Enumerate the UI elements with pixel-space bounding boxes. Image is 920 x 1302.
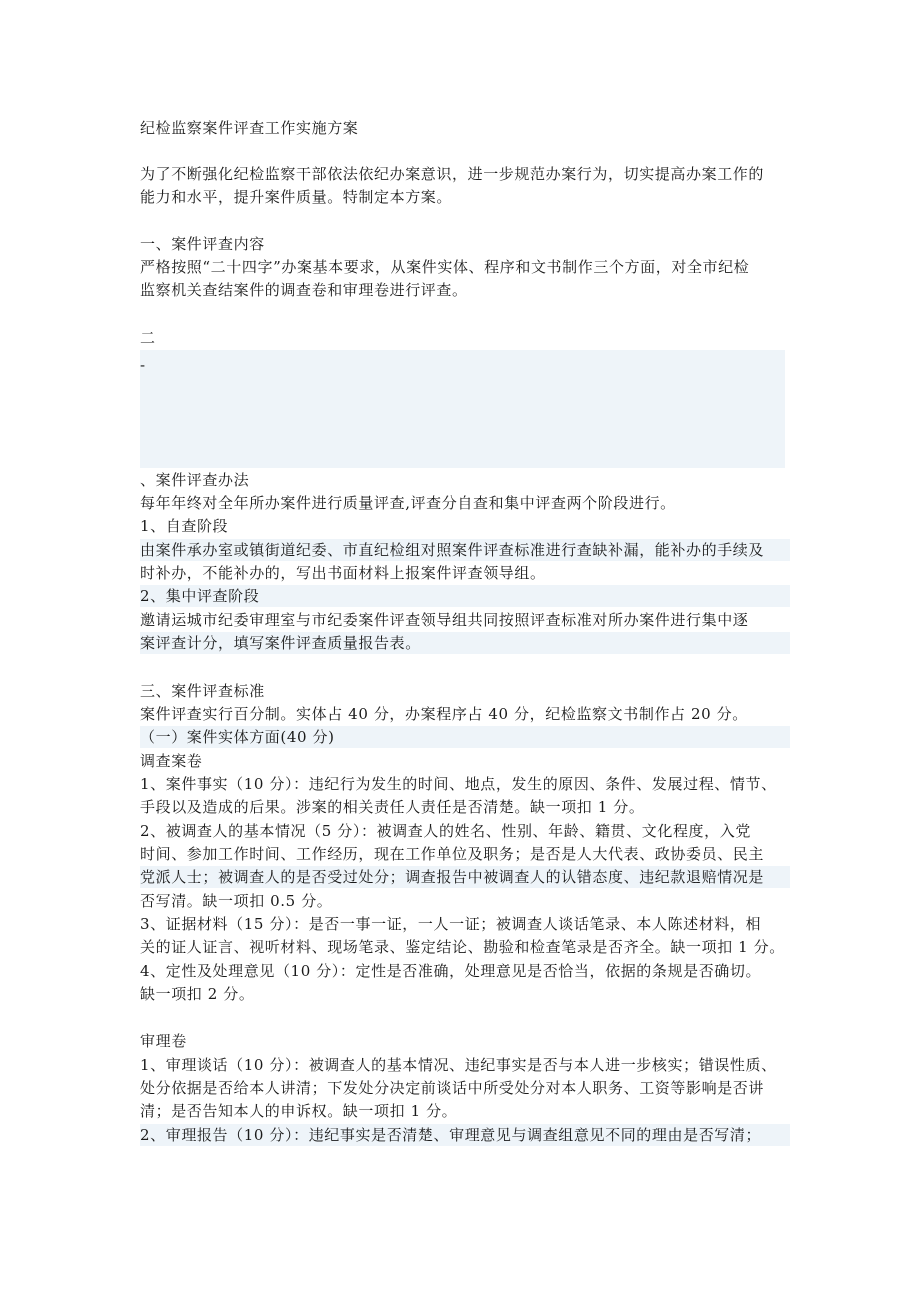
paragraph-line: 案评查计分，填写案件评查质量报告表。 (140, 632, 790, 654)
paragraph-line: 4、定性及处理意见（10 分）：定性是否准确，处理意见是否恰当，依据的条规是否确切。 (140, 962, 762, 980)
paragraph-line: 严格按照“二十四字”办案基本要求，从案件实体、程序和文书制作三个方面，对全市纪检 (140, 258, 750, 276)
paragraph-line: 时间、参加工作时间、工作经历，现在工作单位及职务；是否是人大代表、政协委员、民主 (140, 845, 765, 863)
paragraph-line: 时补办，不能补办的，写出书面材料上报案件评查领导组。 (140, 564, 546, 582)
section-heading: 三、案件评查标准 (140, 682, 265, 700)
sub-heading: 1、自查阶段 (140, 517, 229, 535)
sub-heading: （一）案件实体方面(40 分) (140, 726, 790, 748)
paragraph-line: 关的证人证言、视听材料、现场笔录、鉴定结论、勘验和检查笔录是否齐全。缺一项扣 1 分。 (140, 938, 785, 956)
heading-dash: - (140, 356, 146, 374)
paragraph-line: 3、证据材料（15 分）：是否一事一证，一人一证；被调查人谈话笔录、本人陈述材料，相 (140, 915, 762, 933)
section-heading-prefix: 二 (140, 329, 156, 347)
paragraph-line: 处分依据是否给本人讲清；下发处分决定前谈话中所受处分对本人职务、工资等影响是否讲 (140, 1079, 765, 1097)
paragraph-line: 1、审理谈话（10 分）：被调查人的基本情况、违纪事实是否与本人进一步核实；错误性质、 (140, 1056, 777, 1074)
paragraph-line: 2、被调查人的基本情况（5 分）：被调查人的姓名、性别、年龄、籍贯、文化程度，入党 (140, 822, 751, 840)
section-heading: 一、案件评查内容 (140, 235, 265, 253)
paragraph-line: 清；是否告知本人的申诉权。缺一项扣 1 分。 (140, 1102, 458, 1120)
paragraph-line: 每年年终对全年所办案件进行质量评查,评查分自查和集中评查两个阶段进行。 (140, 494, 676, 512)
section-heading: 、案件评查办法 (140, 471, 250, 489)
paragraph-line: 案件评查实行百分制。实体占 40 分，办案程序占 40 分，纪检监察文书制作占 20 分。 (140, 705, 748, 723)
sub-heading: 2、集中评查阶段 (140, 585, 790, 607)
paragraph-line: 2、审理报告（10 分）：违纪事实是否清楚、审理意见与调查组意见不同的理由是否写清； (140, 1124, 790, 1146)
intro-line: 为了不断强化纪检监察干部依法依纪办案意识，进一步规范办案行为，切实提高办案工作的 (140, 165, 765, 183)
document-title: 纪检监察案件评查工作实施方案 (140, 119, 359, 137)
paragraph-line: 否写清。缺一项扣 0.5 分。 (140, 892, 333, 910)
intro-line: 能力和水平，提升案件质量。特制定本方案。 (140, 188, 453, 206)
paragraph-line: 1、案件事实（10 分）：违纪行为发生的时间、地点，发生的原因、条件、发展过程、情节、 (140, 775, 777, 793)
sub-heading: 调查案卷 (140, 752, 203, 770)
sub-heading: 审理卷 (140, 1032, 187, 1050)
paragraph-line: 手段以及造成的后果。涉案的相关责任人责任是否清楚。缺一项扣 1 分。 (140, 798, 645, 816)
paragraph-line: 党派人士；被调查人的是否受过处分；调查报告中被调查人的认错态度、违纪款退赔情况是 (140, 866, 790, 888)
paragraph-line: 邀请运城市纪委审理室与市纪委案件评查领导组共同按照评查标准对所办案件进行集中逐 (140, 611, 749, 629)
paragraph-line: 缺一项扣 2 分。 (140, 985, 255, 1003)
paragraph-line: 监察机关查结案件的调查卷和审理卷进行评查。 (140, 281, 468, 299)
paragraph-line: 由案件承办室或镇街道纪委、市直纪检组对照案件评查标准进行查缺补漏，能补办的手续及 (140, 539, 790, 561)
